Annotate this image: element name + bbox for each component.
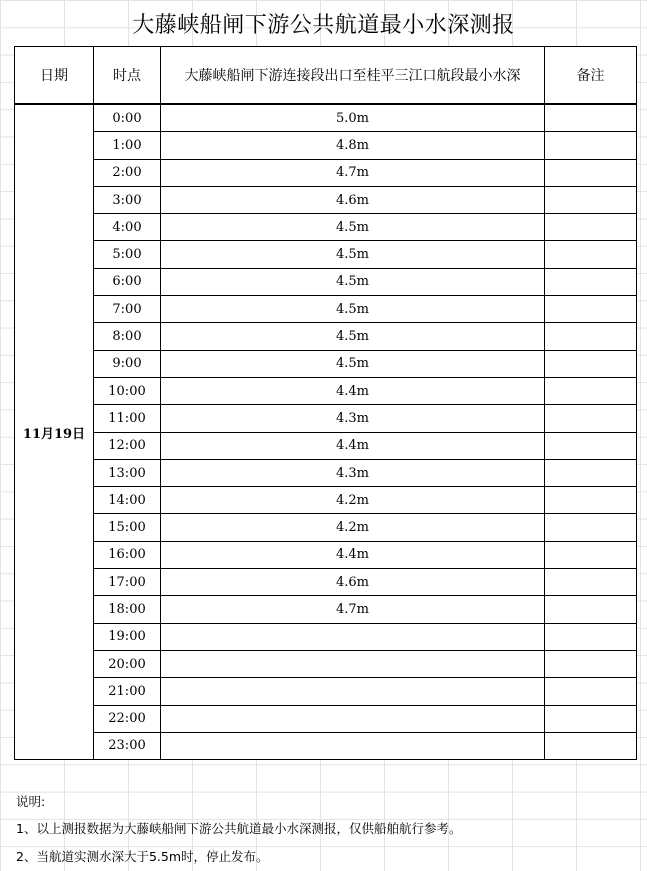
table-row xyxy=(15,459,637,486)
time-cell: 1:00 xyxy=(94,132,161,159)
table-row xyxy=(15,541,637,568)
table-row xyxy=(15,678,637,705)
table-row xyxy=(15,596,637,623)
depth-cell: 4.7m xyxy=(161,596,545,623)
notes-section xyxy=(16,788,636,870)
depth-cell: 4.4m xyxy=(161,377,545,404)
depth-cell: 4.5m xyxy=(161,241,545,268)
remarks-cell xyxy=(545,377,637,404)
remarks-cell xyxy=(545,596,637,623)
table-row xyxy=(15,432,637,459)
remarks-cell xyxy=(545,732,637,759)
time-cell: 5:00 xyxy=(94,241,161,268)
time-cell: 6:00 xyxy=(94,268,161,295)
remarks-cell xyxy=(545,623,637,650)
header-date: 日期 xyxy=(15,47,94,105)
depth-cell: 4.3m xyxy=(161,459,545,486)
remarks-cell xyxy=(545,705,637,732)
time-cell: 20:00 xyxy=(94,650,161,677)
time-cell: 22:00 xyxy=(94,705,161,732)
depth-cell: 4.4m xyxy=(161,432,545,459)
time-cell: 9:00 xyxy=(94,350,161,377)
table-row xyxy=(15,705,637,732)
table-row xyxy=(15,323,637,350)
remarks-cell xyxy=(545,569,637,596)
time-cell: 2:00 xyxy=(94,159,161,186)
header-remarks: 备注 xyxy=(545,47,637,105)
time-cell: 15:00 xyxy=(94,514,161,541)
time-cell: 4:00 xyxy=(94,214,161,241)
depth-cell xyxy=(161,732,545,759)
remarks-cell xyxy=(545,432,637,459)
table-row xyxy=(15,241,637,268)
table-row xyxy=(15,487,637,514)
table-row xyxy=(15,214,637,241)
header-min-depth: 大藤峡船闸下游连接段出口至桂平三江口航段最小水深 xyxy=(161,47,545,105)
depth-cell xyxy=(161,678,545,705)
page-title: 大藤峡船闸下游公共航道最小水深测报 xyxy=(132,13,515,38)
time-cell: 10:00 xyxy=(94,377,161,404)
remarks-cell xyxy=(545,214,637,241)
time-cell: 11:00 xyxy=(94,405,161,432)
depth-cell: 4.7m xyxy=(161,159,545,186)
time-cell: 19:00 xyxy=(94,623,161,650)
remarks-cell xyxy=(545,268,637,295)
depth-cell: 5.0m xyxy=(161,104,545,132)
depth-report-table xyxy=(14,46,637,760)
table-row xyxy=(15,104,637,132)
remarks-cell xyxy=(545,650,637,677)
time-cell: 21:00 xyxy=(94,678,161,705)
table-row xyxy=(15,623,637,650)
note-item-2: 2、当航道实测水深大于5.5m时，停止发布。 xyxy=(16,848,269,864)
remarks-cell xyxy=(545,241,637,268)
time-cell: 0:00 xyxy=(94,104,161,132)
depth-cell xyxy=(161,623,545,650)
table-row xyxy=(15,296,637,323)
table-row xyxy=(15,350,637,377)
table-row xyxy=(15,650,637,677)
depth-cell: 4.2m xyxy=(161,487,545,514)
depth-cell: 4.2m xyxy=(161,514,545,541)
depth-cell: 4.4m xyxy=(161,541,545,568)
time-cell: 7:00 xyxy=(94,296,161,323)
depth-cell xyxy=(161,650,545,677)
depth-cell: 4.5m xyxy=(161,214,545,241)
remarks-cell xyxy=(545,104,637,132)
time-cell: 17:00 xyxy=(94,569,161,596)
remarks-cell xyxy=(545,186,637,213)
time-cell: 18:00 xyxy=(94,596,161,623)
table-row xyxy=(15,268,637,295)
table-row xyxy=(15,186,637,213)
table-header-row xyxy=(15,47,637,105)
depth-cell: 4.5m xyxy=(161,350,545,377)
table-body xyxy=(15,104,637,760)
time-cell: 16:00 xyxy=(94,541,161,568)
depth-cell: 4.5m xyxy=(161,268,545,295)
time-cell: 23:00 xyxy=(94,732,161,759)
table-row xyxy=(15,514,637,541)
note-item-1: 1、以上测报数据为大藤峡船闸下游公共航道最小水深测报，仅供船舶航行参考。 xyxy=(16,821,462,837)
notes-heading: 说明: xyxy=(16,794,46,809)
remarks-cell xyxy=(545,487,637,514)
header-time: 时点 xyxy=(94,47,161,105)
table-row xyxy=(15,377,637,404)
time-cell: 13:00 xyxy=(94,459,161,486)
table-row xyxy=(15,405,637,432)
remarks-cell xyxy=(545,350,637,377)
depth-cell: 4.5m xyxy=(161,323,545,350)
remarks-cell xyxy=(545,514,637,541)
depth-cell: 4.6m xyxy=(161,186,545,213)
table-row xyxy=(15,159,637,186)
remarks-cell xyxy=(545,159,637,186)
table-row xyxy=(15,732,637,759)
remarks-cell xyxy=(545,296,637,323)
date-cell: 11月19日 xyxy=(15,104,94,760)
table-row xyxy=(15,132,637,159)
depth-cell xyxy=(161,705,545,732)
remarks-cell xyxy=(545,678,637,705)
table-row xyxy=(15,569,637,596)
depth-cell: 4.5m xyxy=(161,296,545,323)
depth-cell: 4.3m xyxy=(161,405,545,432)
time-cell: 12:00 xyxy=(94,432,161,459)
remarks-cell xyxy=(545,132,637,159)
remarks-cell xyxy=(545,459,637,486)
time-cell: 14:00 xyxy=(94,487,161,514)
remarks-cell xyxy=(545,405,637,432)
remarks-cell xyxy=(545,541,637,568)
remarks-cell xyxy=(545,323,637,350)
time-cell: 3:00 xyxy=(94,186,161,213)
depth-cell: 4.8m xyxy=(161,132,545,159)
time-cell: 8:00 xyxy=(94,323,161,350)
depth-cell: 4.6m xyxy=(161,569,545,596)
